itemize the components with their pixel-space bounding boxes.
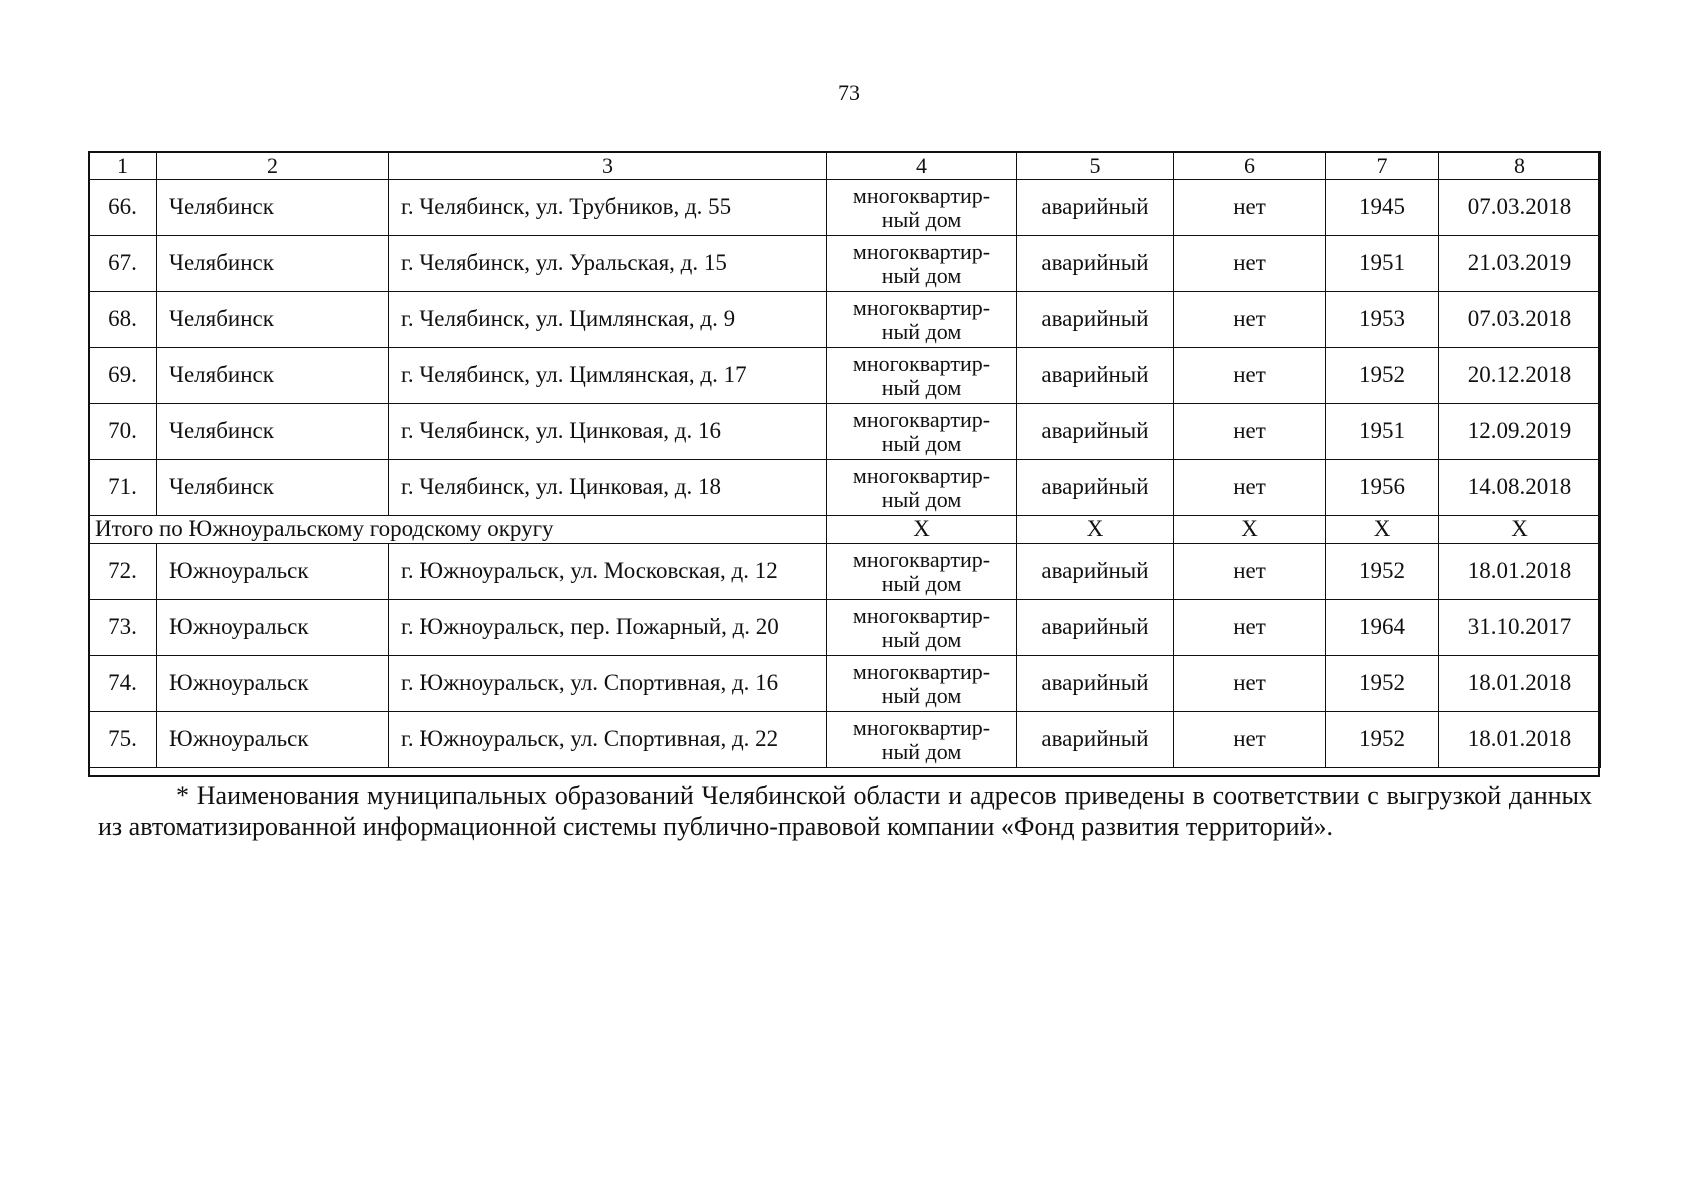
total-mark: Х [1439,516,1601,544]
building-type-line: многоквартир- [852,463,991,489]
column-number: 3 [389,152,827,180]
row-number: 69. [89,348,157,404]
condition-cell: аварийный [1017,600,1174,656]
date-cell: 18.01.2018 [1439,656,1601,712]
condition-cell: аварийный [1017,404,1174,460]
table-row [89,180,1601,236]
date-cell: 18.01.2018 [1439,544,1601,600]
total-row [89,516,1601,544]
table-row [89,292,1601,348]
municipality-cell: Челябинск [157,348,389,404]
building-type-line: многоквартир- [852,603,991,629]
flag-cell: нет [1174,292,1326,348]
row-number: 72. [89,544,157,600]
building-type-line: ный дом [881,626,962,652]
address-cell: г. Южноуральск, ул. Спортивная, д. 16 [389,656,827,712]
table-row [89,600,1601,656]
date-cell: 21.03.2019 [1439,236,1601,292]
column-number: 8 [1439,152,1601,180]
total-mark: Х [827,516,1017,544]
column-number: 5 [1017,152,1174,180]
column-number: 4 [827,152,1017,180]
municipality-cell: Челябинск [157,460,389,516]
housing-registry-table [88,151,1601,768]
date-cell: 12.09.2019 [1439,404,1601,460]
page-number: 73 [838,80,860,105]
date-cell: 18.01.2018 [1439,712,1601,768]
year-cell: 1964 [1326,600,1439,656]
flag-cell: нет [1174,600,1326,656]
building-type-line: многоквартир- [852,547,991,573]
row-number: 74. [89,656,157,712]
flag-cell: нет [1174,544,1326,600]
building-type-cell [827,180,1017,236]
building-type-line: ный дом [881,570,962,596]
building-type-line: ный дом [881,682,962,708]
building-type-line: ный дом [881,374,962,400]
condition-cell: аварийный [1017,348,1174,404]
building-type-cell [827,348,1017,404]
table-row [89,348,1601,404]
date-cell: 14.08.2018 [1439,460,1601,516]
total-label: Итого по Южноуральскому городскому округу [89,516,827,544]
footnote: * Наименования муниципальных образований Челябинской области и адресов приведены в соответствии с выгрузкой данных из автоматизированной информационной системы публично-правовой компании «Фонд развития территорий». [98,781,1592,841]
building-type-cell [827,404,1017,460]
row-number: 68. [89,292,157,348]
condition-cell: аварийный [1017,292,1174,348]
table-row [89,460,1601,516]
row-number: 73. [89,600,157,656]
year-cell: 1953 [1326,292,1439,348]
flag-cell: нет [1174,348,1326,404]
total-mark: Х [1017,516,1174,544]
row-number: 67. [89,236,157,292]
table-row [89,404,1601,460]
address-cell: г. Южноуральск, пер. Пожарный, д. 20 [389,600,827,656]
year-cell: 1952 [1326,712,1439,768]
row-number: 71. [89,460,157,516]
condition-cell: аварийный [1017,656,1174,712]
column-number: 7 [1326,152,1439,180]
municipality-cell: Южноуральск [157,544,389,600]
year-cell: 1952 [1326,348,1439,404]
flag-cell: нет [1174,404,1326,460]
address-cell: г. Челябинск, ул. Цимлянская, д. 9 [389,292,827,348]
municipality-cell: Челябинск [157,236,389,292]
municipality-cell: Южноуральск [157,656,389,712]
building-type-line: многоквартир- [852,295,991,321]
building-type-line: ный дом [881,318,962,344]
column-number: 6 [1174,152,1326,180]
building-type-cell [827,544,1017,600]
building-type-cell [827,712,1017,768]
table-row [89,712,1601,768]
row-number: 75. [89,712,157,768]
row-number: 70. [89,404,157,460]
building-type-cell [827,656,1017,712]
flag-cell: нет [1174,712,1326,768]
year-cell: 1956 [1326,460,1439,516]
condition-cell: аварийный [1017,180,1174,236]
condition-cell: аварийный [1017,460,1174,516]
table-row [89,544,1601,600]
address-cell: г. Южноуральск, ул. Московская, д. 12 [389,544,827,600]
building-type-line: ный дом [881,262,962,288]
date-cell: 07.03.2018 [1439,292,1601,348]
flag-cell: нет [1174,236,1326,292]
address-cell: г. Челябинск, ул. Уральская, д. 15 [389,236,827,292]
address-cell: г. Южноуральск, ул. Спортивная, д. 22 [389,712,827,768]
building-type-line: ный дом [881,738,962,764]
flag-cell: нет [1174,656,1326,712]
address-cell: г. Челябинск, ул. Цимлянская, д. 17 [389,348,827,404]
table-row [89,656,1601,712]
municipality-cell: Челябинск [157,404,389,460]
year-cell: 1952 [1326,656,1439,712]
building-type-line: ный дом [881,430,962,456]
address-cell: г. Челябинск, ул. Цинковая, д. 18 [389,460,827,516]
flag-cell: нет [1174,460,1326,516]
building-type-line: многоквартир- [852,351,991,377]
total-mark: Х [1326,516,1439,544]
municipality-cell: Челябинск [157,180,389,236]
municipality-cell: Челябинск [157,292,389,348]
column-number-row [89,152,1601,180]
building-type-line: многоквартир- [852,239,991,265]
building-type-line: многоквартир- [852,715,991,741]
year-cell: 1951 [1326,404,1439,460]
municipality-cell: Южноуральск [157,712,389,768]
year-cell: 1952 [1326,544,1439,600]
municipality-cell: Южноуральск [157,600,389,656]
date-cell: 20.12.2018 [1439,348,1601,404]
building-type-line: ный дом [881,206,962,232]
year-cell: 1951 [1326,236,1439,292]
building-type-cell [827,600,1017,656]
building-type-line: многоквартир- [852,659,991,685]
date-cell: 31.10.2017 [1439,600,1601,656]
column-number: 2 [157,152,389,180]
total-mark: Х [1174,516,1326,544]
address-cell: г. Челябинск, ул. Цинковая, д. 16 [389,404,827,460]
date-cell: 07.03.2018 [1439,180,1601,236]
building-type-cell [827,292,1017,348]
condition-cell: аварийный [1017,236,1174,292]
building-type-line: многоквартир- [852,407,991,433]
table-row [89,236,1601,292]
year-cell: 1945 [1326,180,1439,236]
condition-cell: аварийный [1017,712,1174,768]
building-type-cell [827,460,1017,516]
building-type-line: ный дом [881,486,962,512]
address-cell: г. Челябинск, ул. Трубников, д. 55 [389,180,827,236]
condition-cell: аварийный [1017,544,1174,600]
column-number: 1 [89,152,157,180]
flag-cell: нет [1174,180,1326,236]
building-type-line: многоквартир- [852,183,991,209]
building-type-cell [827,236,1017,292]
row-number: 66. [89,180,157,236]
